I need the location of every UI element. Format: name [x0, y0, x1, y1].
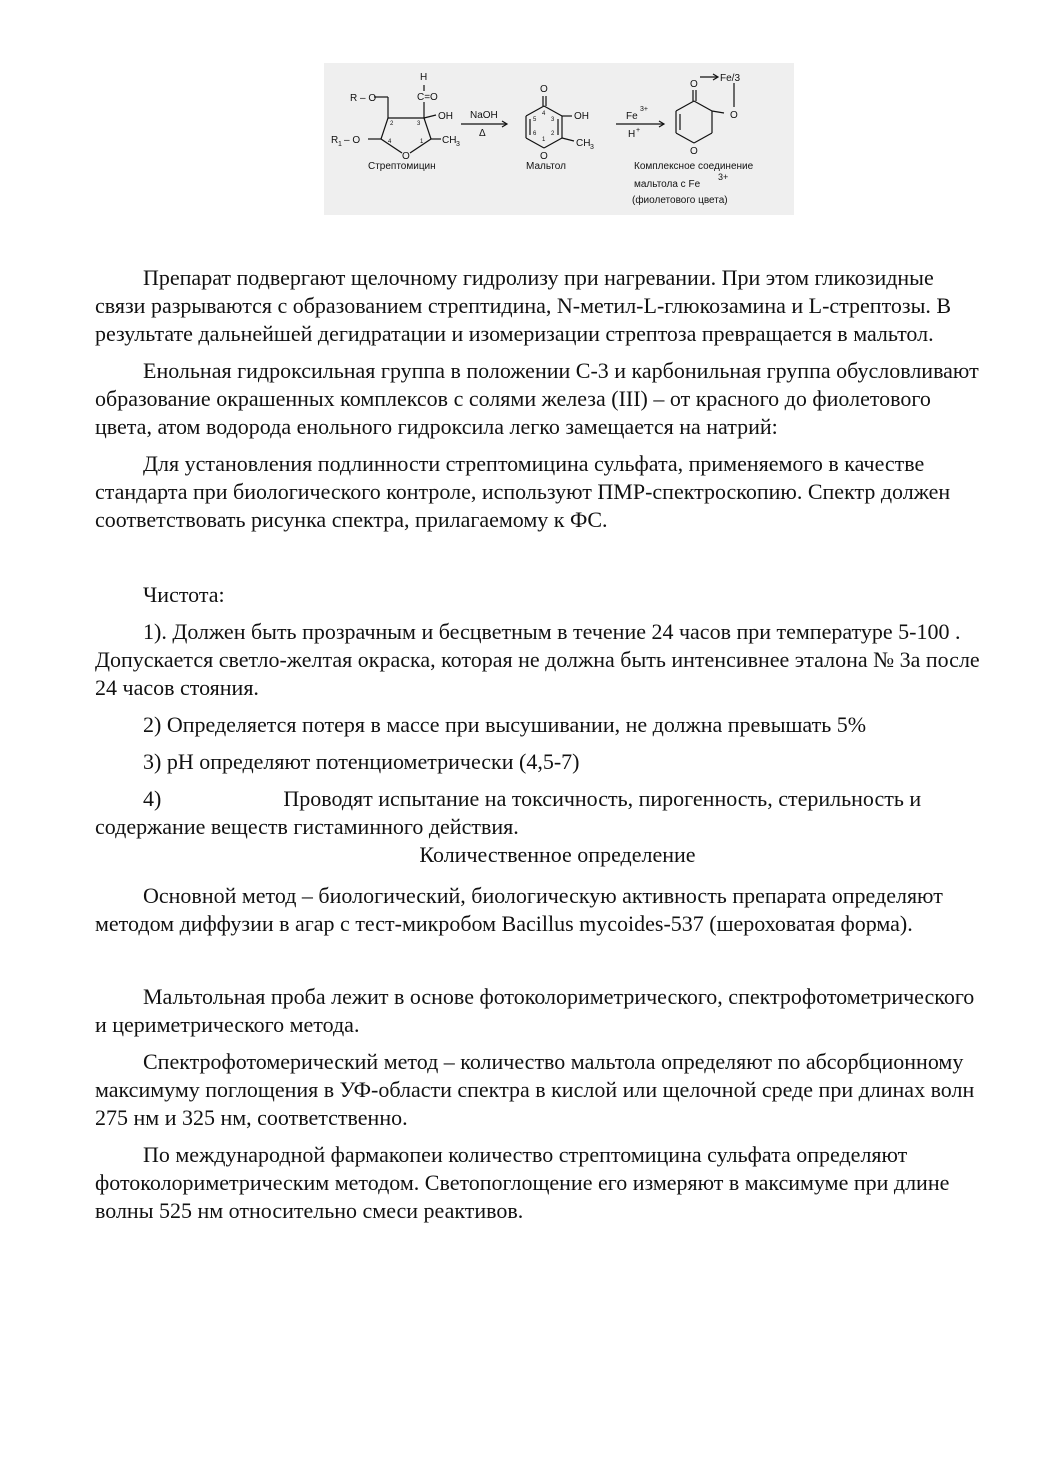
label-delta: Δ [479, 128, 486, 139]
label-m6: 6 [533, 131, 537, 137]
label-m1: 1 [542, 137, 546, 143]
purity-item-4-number: 4) [143, 786, 162, 811]
purity-item-2: 2) Определяется потеря в массе при высушивании, не должна превышать 5% [143, 712, 867, 737]
purity-item-3: 3) pH определяют потенциометрически (4,5-7) [143, 749, 580, 774]
label-ch3-1: CH [442, 135, 457, 146]
label-m4: 4 [542, 111, 546, 117]
label-complex-sup: 3+ [718, 172, 729, 182]
label-ch3-2-sub: 3 [590, 144, 594, 151]
label-n4: 4 [388, 139, 392, 145]
label-hplus: H [628, 129, 636, 140]
paragraph-spectrophotometric: Спектрофотомерический метод – количество мальтола определяют по абсорбционному максимуму поглощения в УФ-области спектра в кислой или щелочной среде при длинах волн 275 нм и 325 нм, соответственно. [95, 1049, 975, 1130]
label-ch3-1-sub: 3 [456, 141, 460, 148]
label-naoh: NaOH [470, 110, 498, 121]
label-m2: 2 [551, 131, 555, 137]
label-maltol: Мальтол [526, 161, 566, 172]
reaction-scheme-figure [324, 63, 794, 215]
paragraph-identity: Для установления подлинности стрептомицина сульфата, применяемого в качестве стандарта при биологического контроле, используют ПМР-спектроскопию. Спектр должен соответствовать рисунка спектра, прилагаемому к ФС. [95, 451, 951, 532]
reaction-scheme-svg [324, 63, 794, 215]
paragraph-hydrolysis: Препарат подвергают щелочному гидролизу при нагревании. При этом гликозидные связи разрываются с образованием стрептидина, N-метил-L-глюкозамина и L-стрептозы. В результате дальнейшей дегидратации и изомеризации стрептоза превращается в мальтол. [95, 265, 952, 346]
purity-item-4 [95, 785, 980, 841]
label-co: C=O [417, 92, 438, 103]
label-o-ring1: O [402, 151, 410, 162]
label-o-top3: O [690, 79, 698, 90]
label-ch3-2: CH [576, 138, 591, 149]
label-m3: 3 [551, 117, 555, 123]
quantitative-heading: Количественное определение [419, 842, 696, 867]
label-r-o: R – O [350, 93, 377, 104]
purity-item-1: 1). Должен быть прозрачным и бесцветным в течение 24 часов при температуре 5-100 . Допускается светло-желтая окраска, которая не должна быть интенсивнее эталона № 3а после 24 часов стояния. [95, 619, 980, 700]
label-fe3: Fe/3 [720, 73, 741, 84]
paragraph-maltol-test: Мальтольная проба лежит в основе фотоколориметрического, спектрофотометрического и цериметрического метода. [95, 984, 975, 1037]
label-r1-sub: 1 [338, 141, 342, 148]
label-m5: 5 [533, 117, 537, 123]
label-streptomycin: Стрептомицин [368, 161, 436, 172]
purity-item-4-text: Проводят испытание на токсичность, пирогенность, стерильность и содержание веществ гистаминного действия. [95, 786, 922, 839]
purity-heading: Чистота: [143, 582, 225, 607]
label-complex-line1: Комплексное соединение [634, 161, 754, 172]
label-oh2: OH [574, 111, 589, 122]
label-oh1: OH [438, 111, 453, 122]
paragraph-enol-group: Енольная гидроксильная группа в положении С-3 и карбонильная группа обусловливают образование окрашенных комплексов с солями железа (III) – от красного до фиолетового цвета, атом водорода енольного гидроксила легко замещается на натрий: [95, 358, 979, 439]
label-o-ring3: O [690, 146, 698, 157]
label-o-side3: O [730, 110, 738, 121]
label-complex-line3: (фиолетового цвета) [632, 195, 728, 206]
paragraph-biological-method: Основной метод – биологический, биологическую активность препарата определяют методом диффузии в агар с тест-микробом Bacillus mycoides-537 (шероховатая форма). [95, 883, 943, 936]
label-n2: 2 [390, 121, 394, 127]
label-r1: R [331, 135, 339, 146]
label-complex-line2: мальтола с Fe [634, 179, 701, 190]
label-fe: Fe [626, 111, 638, 122]
paragraph-photocolorimetric: По международной фармакопеи количество стрептомицина сульфата определяют фотоколориметрическим методом. Светопоглощение его измеряют в максимуме при длине волны 525 нм относительно смеси реактивов. [95, 1142, 950, 1223]
label-fe-sup: 3+ [640, 106, 648, 113]
document-body [95, 264, 980, 1234]
label-r1-rest: – O [344, 135, 361, 146]
label-o-ring2: O [540, 151, 548, 162]
label-n3: 3 [417, 121, 421, 127]
label-hplus-sup: + [636, 127, 641, 134]
label-n1: 1 [420, 139, 424, 145]
label-o-top2: O [540, 84, 548, 95]
label-h: H [420, 72, 428, 83]
